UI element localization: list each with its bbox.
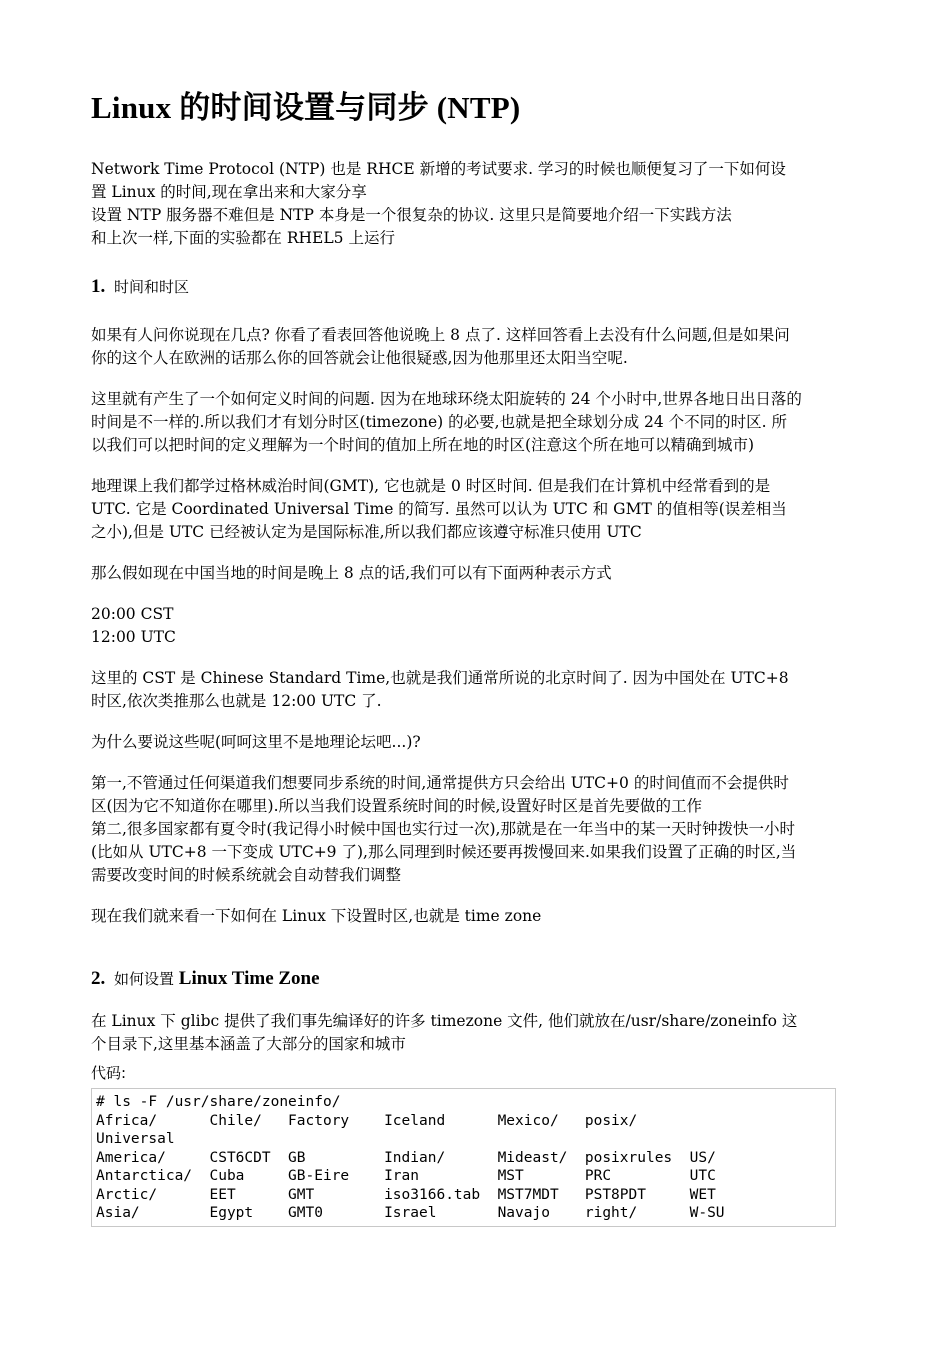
page-title: Linux 的时间设置与同步 (NTP) [91, 90, 521, 125]
intro-line: 和上次一样,下面的实验都在 RHEL5 上运行 [91, 229, 395, 247]
text-line: 如果有人问你说现在几点? 你看了看表回答他说晚上 8 点了. 这样回答看上去没有什么问题,但是如果问 [91, 326, 790, 344]
text-line: 区(因为它不知道你在哪里).所以当我们设置系统时间的时候,设置好时区是首先要做的工作 [91, 797, 702, 815]
paragraph [91, 1010, 861, 1056]
paragraph [91, 475, 861, 544]
time-cst: 20:00 CST [91, 605, 174, 623]
paragraph [91, 772, 861, 887]
intro-line: 设置 NTP 服务器不难但是 NTP 本身是一个很复杂的协议. 这里只是简要地介绍一下实践方法 [91, 206, 732, 224]
text-line: (比如从 UTC+8 一下变成 UTC+9 了),那么同理到时候还要再拨慢回来.如果我们设置了正确的时区,当 [91, 843, 797, 861]
section-number: 1. [91, 276, 106, 297]
text-line: 现在我们就来看一下如何在 Linux 下设置时区,也就是 time zone [91, 907, 542, 925]
text-line: 地理课上我们都学过格林威治时间(GMT), 它也就是 0 时区时间. 但是我们在计算机中经常看到的是 [91, 477, 771, 495]
text-line: 这里的 CST 是 Chinese Standard Time,也就是我们通常所说的北京时间了. 因为中国处在 UTC+8 [91, 669, 789, 687]
text-line: 那么假如现在中国当地的时间是晚上 8 点的话,我们可以有下面两种表示方式 [91, 564, 612, 582]
section-1-heading [91, 274, 861, 300]
text-line: 之小),但是 UTC 已经被认定为是国际标准,所以我们都应该遵守标准只使用 UTC [91, 523, 642, 541]
text-line: 个目录下,这里基本涵盖了大部分的国家和城市 [91, 1035, 406, 1053]
intro-line: 置 Linux 的时间,现在拿出来和大家分享 [91, 183, 367, 201]
time-examples [91, 603, 861, 649]
text-line: 第二,很多国家都有夏令时(我记得小时候中国也实行过一次),那就是在一年当中的某一天时钟拨快一小时 [91, 820, 795, 838]
text-line: 为什么要说这些呢(呵呵这里不是地理论坛吧...)? [91, 733, 421, 751]
text-line: 这里就有产生了一个如何定义时间的问题. 因为在地球环绕太阳旋转的 24 个小时中,世界各地日出日落的 [91, 390, 802, 408]
paragraph [91, 562, 861, 585]
text-line: 在 Linux 下 glibc 提供了我们事先编译好的许多 timezone 文件, 他们就放在/usr/share/zoneinfo 这 [91, 1012, 798, 1030]
code-block: # ls -F /usr/share/zoneinfo/ Africa/ Chile/ Factory Iceland Mexico/ posix/ Universal America/ CST6CDT GB Indian/ Mideast/ posixrules US/ Antarctica/ Cuba GB-Eire Iran MST PRC UTC Arctic/ EET GMT iso3166.tab MST7MDT PST8PDT WET Asia/ Egypt GMT0 Israel Navajo right/ W-SU [91, 1088, 836, 1227]
text-line: 需要改变时间的时候系统就会自动替我们调整 [91, 866, 402, 884]
code-label: 代码: [91, 1064, 127, 1082]
document-page [91, 86, 861, 1227]
section-title-cjk: 如何设置 [114, 970, 175, 988]
text-line: 时间是不一样的.所以我们才有划分时区(timezone) 的必要,也就是把全球划分成 24 个不同的时区. 所 [91, 413, 788, 431]
section-title-en: Linux Time Zone [178, 968, 320, 989]
time-utc: 12:00 UTC [91, 628, 176, 646]
text-line: 第一,不管通过任何渠道我们想要同步系统的时间,通常提供方只会给出 UTC+0 的时间值而不会提供时 [91, 774, 789, 792]
text-line: 以我们可以把时间的定义理解为一个时间的值加上所在地的时区(注意这个所在地可以精确到城市) [91, 436, 755, 454]
section-title: 时间和时区 [114, 278, 190, 296]
text-line: 时区,依次类推那么也就是 12:00 UTC 了. [91, 692, 382, 710]
paragraph [91, 905, 861, 928]
intro-paragraph [91, 158, 861, 250]
paragraph [91, 324, 861, 370]
text-line: UTC. 它是 Coordinated Universal Time 的简写. 虽然可以认为 UTC 和 GMT 的值相等(误差相当 [91, 500, 787, 518]
paragraph [91, 388, 861, 457]
paragraph [91, 667, 861, 713]
section-number: 2. [91, 968, 106, 989]
section-2-heading [91, 966, 861, 992]
intro-line: Network Time Protocol (NTP) 也是 RHCE 新增的考试要求. 学习的时候也顺便复习了一下如何设 [91, 160, 786, 178]
text-line: 你的这个人在欧洲的话那么你的回答就会让他很疑惑,因为他那里还太阳当空呢. [91, 349, 628, 367]
paragraph [91, 731, 861, 754]
